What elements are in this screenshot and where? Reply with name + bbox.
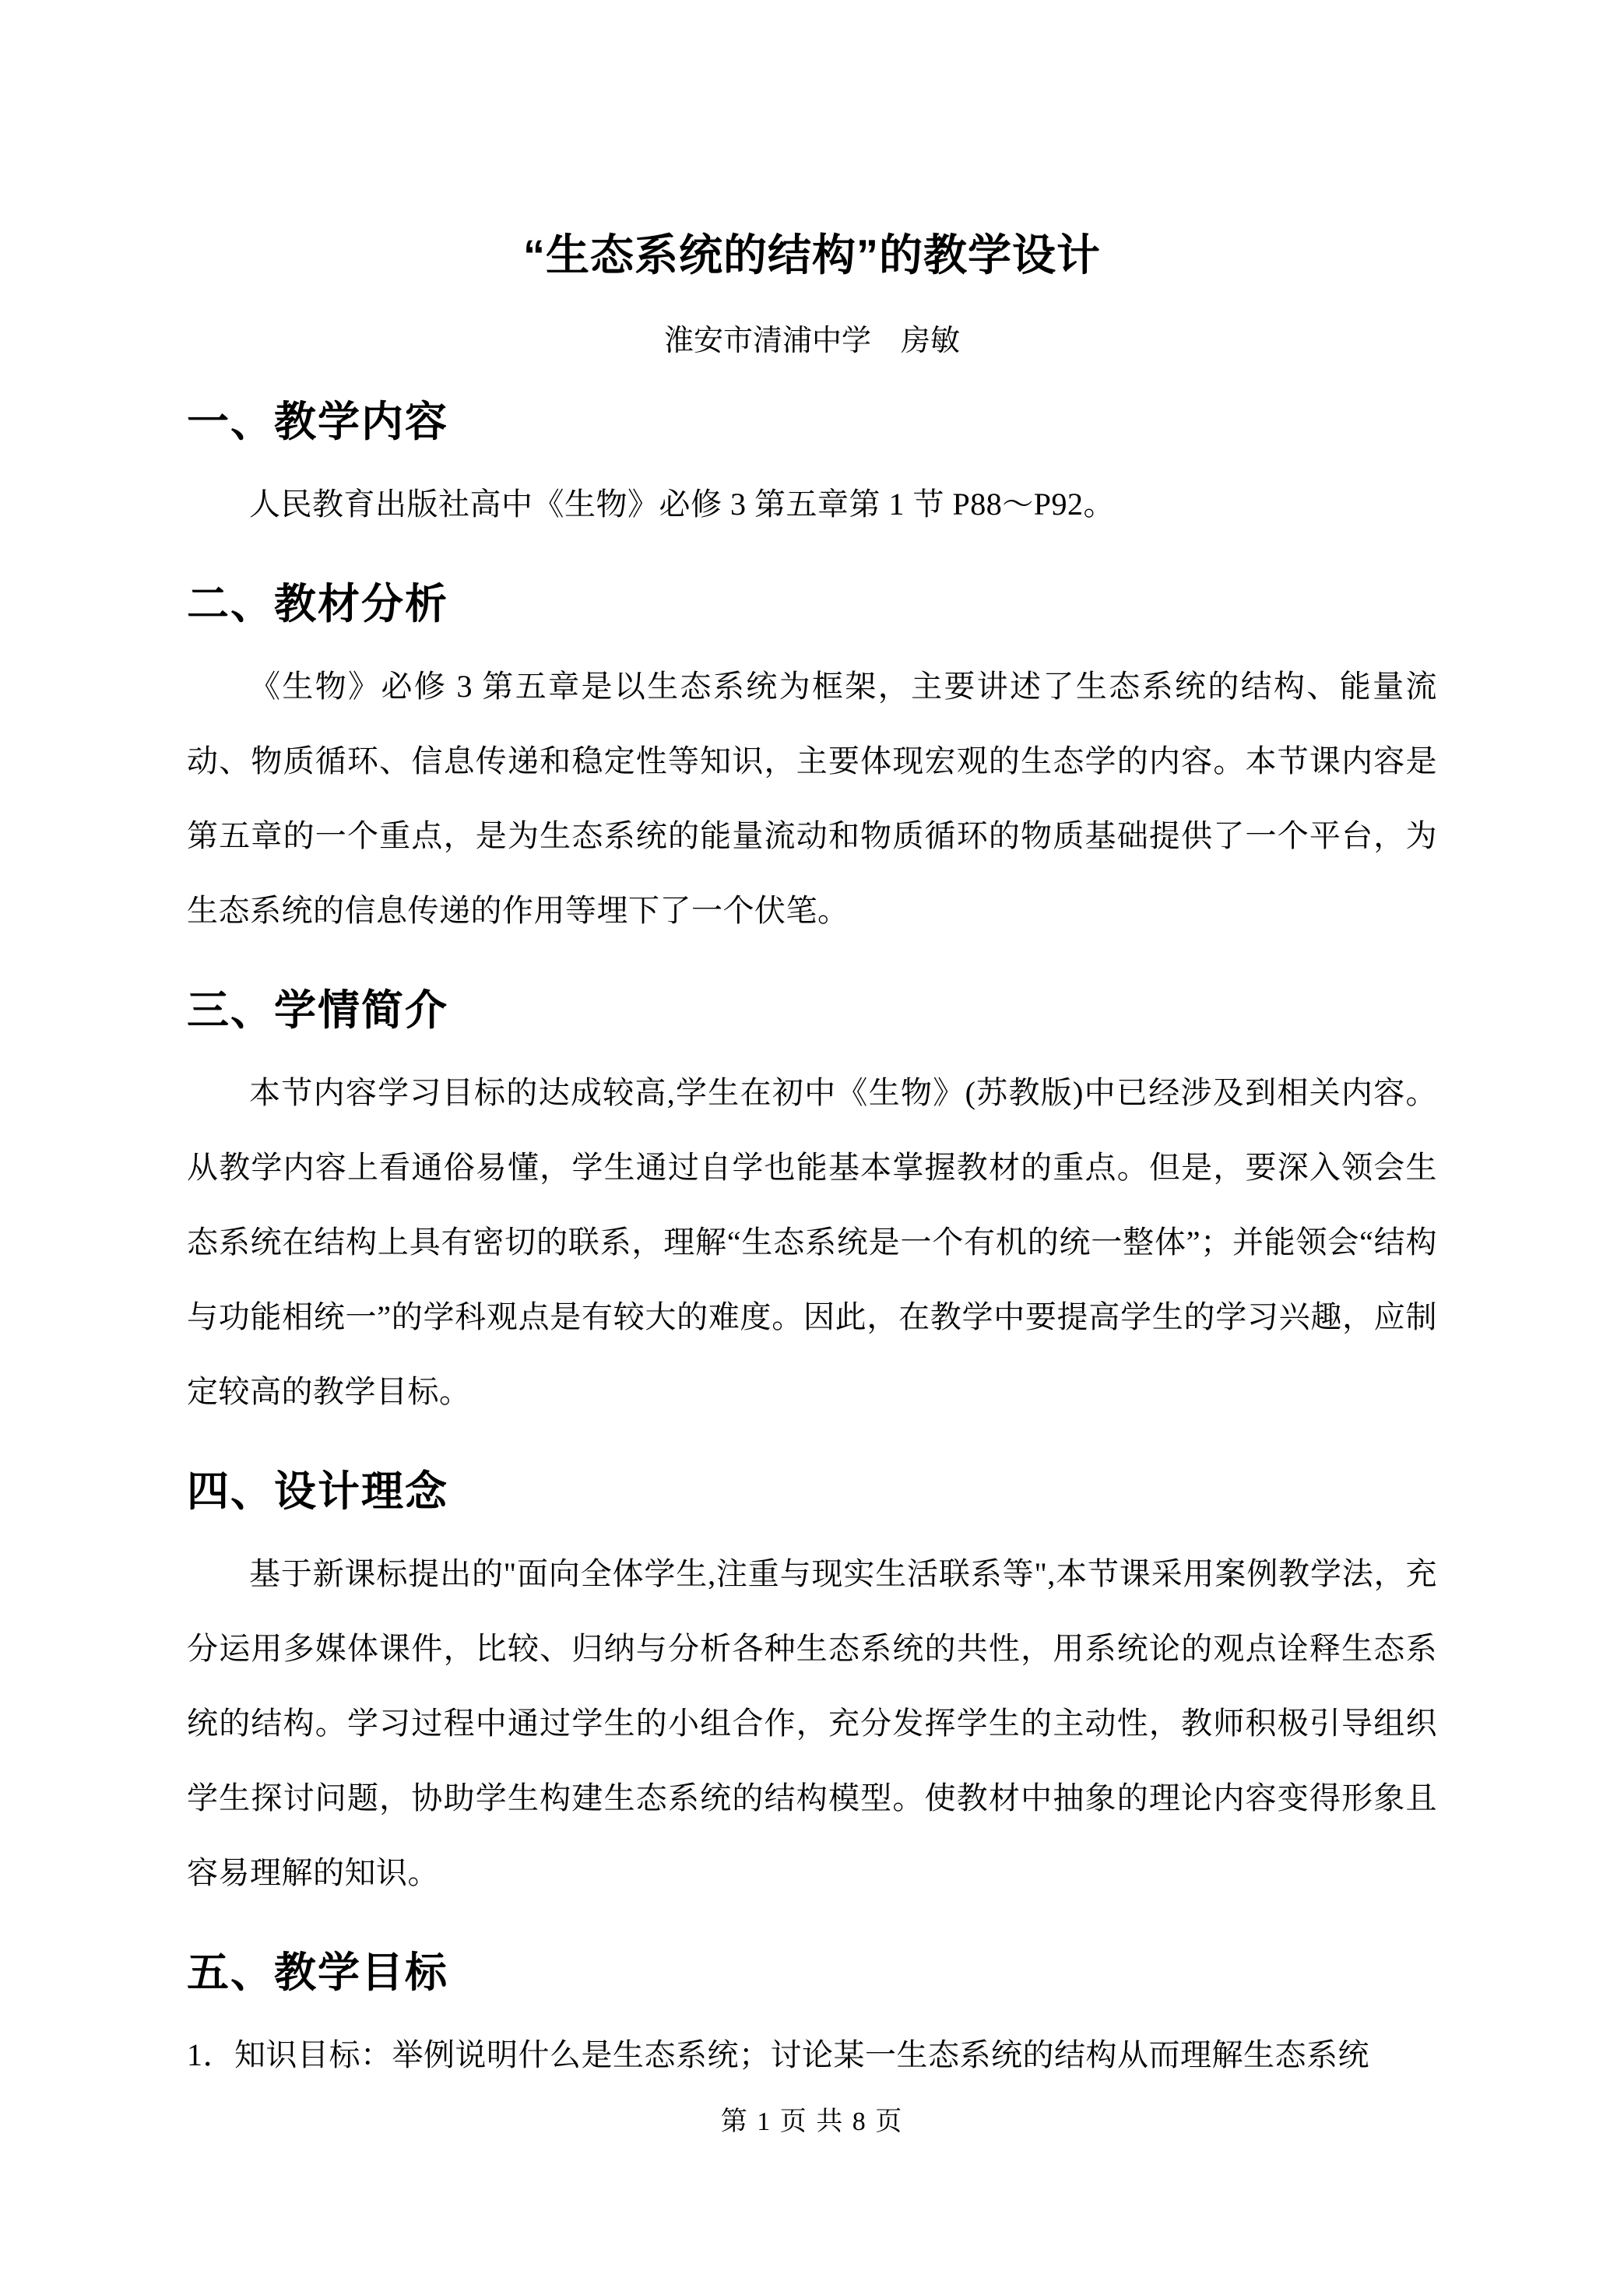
page-number-footer: 第 1 页 共 8 页 [720, 2107, 904, 2136]
section-teaching-content [187, 392, 1437, 542]
author-line: 淮安市清浦中学 房敏 [663, 325, 960, 357]
section-paragraph-1: 人民教育出版社高中《生物》必修 3 第五章第 1 节 P88～P92。 [249, 487, 1115, 522]
page-title: “生态系统的结构”的教学设计 [523, 230, 1101, 279]
section-paragraph-4: 基于新课标提出的"面向全体学生,注重与现实生活联系等",本节课采用案例教学法，充分运用多媒体课件，比较、归纳与分析各种生态系统的共性，用系统论的观点诠释生态系统的结构。学习过程中通过学生的小组合作，充分发挥学生的主动性，教师积极引导组织学生探讨问题，协助学生构建生态系统的结构模型。使教材中抽象的理论内容变得形象且容易理解的知识。 [187, 1556, 1437, 1890]
section-heading-5: 五、教学目标 [187, 1949, 448, 1996]
section-teaching-goals [187, 1943, 1437, 2093]
section-heading-4: 四、设计理念 [187, 1468, 448, 1515]
section-paragraph-3: 本节内容学习目标的达成较高,学生在初中《生物》(苏教版)中已经涉及到相关内容。从教学内容上看通俗易懂，学生通过自学也能基本掌握教材的重点。但是，要深入领会生态系统在结构上具有密切的联系，理解“生态系统是一个有机的统一整体”；并能领会“结构与功能相统一”的学科观点是有较大的难度。因此，在教学中要提高学生的学习兴趣，应制定较高的教学目标。 [187, 1075, 1437, 1409]
section-learner-profile [187, 981, 1437, 1429]
section-paragraph-5: 1．知识目标：举例说明什么是生态系统；讨论某一生态系统的结构从而理解生态系统 [187, 2037, 1369, 2072]
section-heading-3: 三、学情简介 [187, 987, 448, 1034]
section-heading-1: 一、教学内容 [187, 399, 448, 445]
section-textbook-analysis [187, 575, 1437, 948]
section-paragraph-2: 《生物》必修 3 第五章是以生态系统为框架，主要讲述了生态系统的结构、能量流动、物质循环、信息传递和稳定性等知识，主要体现宏观的生态学的内容。本节课内容是第五章的一个重点，是为生态系统的能量流动和物质循环的物质基础提供了一个平台，为生态系统的信息传递的作用等埋下了一个伏笔。 [187, 669, 1437, 928]
section-design-philosophy [187, 1462, 1437, 1910]
section-heading-2: 二、教材分析 [187, 581, 448, 627]
